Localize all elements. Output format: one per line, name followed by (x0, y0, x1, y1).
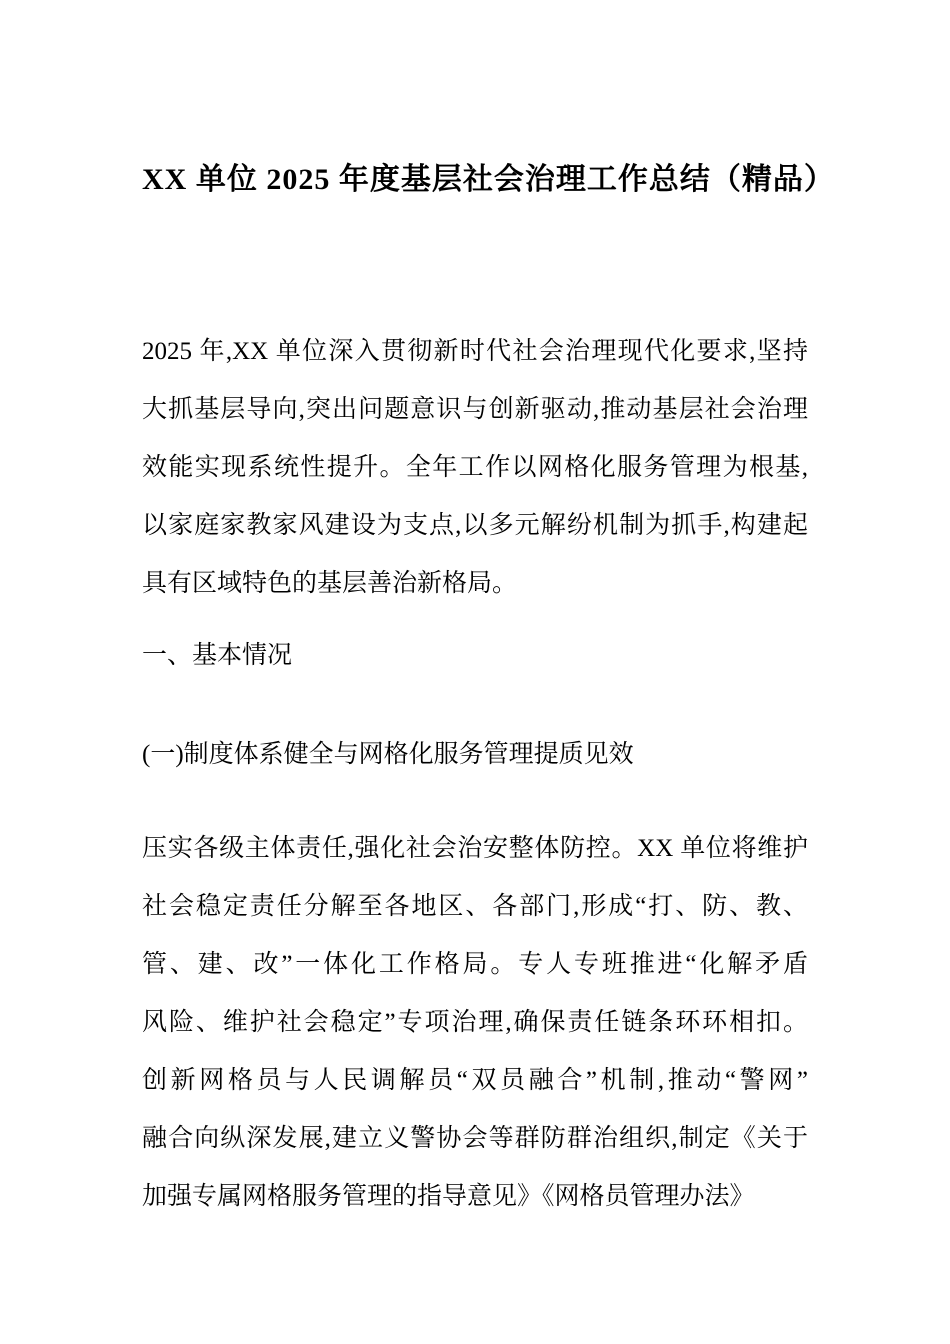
text-line: 创新网格员与人民调解员“双员融合”机制,推动“警网” (142, 1067, 808, 1094)
text-line: 以家庭家教家风建设为支点,以多元解纷机制为抓手,构建起 (142, 512, 808, 539)
text-line: 管、建、改”一体化工作格局。专人专班推进“化解矛盾 (142, 951, 808, 978)
text-line: 2025 年,XX 单位深入贯彻新时代社会治理现代化要求,坚持 (142, 338, 808, 365)
text-line: 具有区域特色的基层善治新格局。 (142, 570, 518, 597)
text-line: 大抓基层导向,突出问题意识与创新驱动,推动基层社会治理 (142, 396, 808, 423)
text-line: 融合向纵深发展,建立义警协会等群防群治组织,制定《关于 (142, 1125, 808, 1152)
intro-paragraph (142, 323, 808, 613)
document-title: XX 单位 2025 年度基层社会治理工作总结（精品） (142, 163, 835, 196)
text-line: 社会稳定责任分解至各地区、各部门,形成“打、防、教、 (142, 893, 808, 920)
section-heading-level1: 一、基本情况 (142, 642, 293, 669)
text-line: 加强专属网格服务管理的指导意见》《网格员管理办法》 (142, 1183, 755, 1210)
text-line: 压实各级主体责任,强化社会治安整体防控。XX 单位将维护 (142, 835, 808, 862)
section-heading-level2: (一)制度体系健全与网格化服务管理提质见效 (142, 741, 634, 768)
text-line: 风险、维护社会稳定”专项治理,确保责任链条环环相扣。 (142, 1009, 808, 1036)
text-line: 效能实现系统性提升。全年工作以网格化服务管理为根基, (142, 454, 808, 481)
body-paragraph (142, 820, 808, 1226)
